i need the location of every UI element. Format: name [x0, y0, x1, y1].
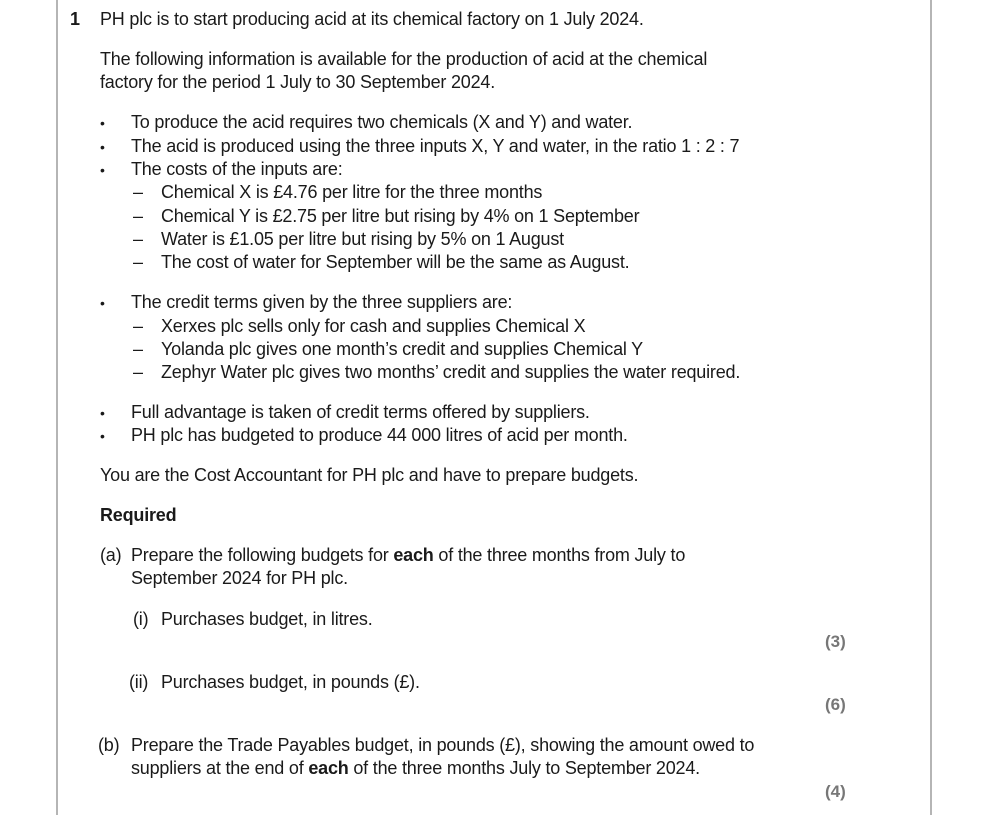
- cost-item: Chemical Y is £2.75 per litre but rising by 4% on 1 September: [161, 206, 640, 226]
- part-a-ii-label: (ii): [129, 672, 149, 692]
- credit-term: Zephyr Water plc gives two months’ credit and supplies the water required.: [161, 362, 741, 382]
- bullet-dot: •: [100, 405, 105, 421]
- bullet-item: The costs of the inputs are:: [131, 159, 343, 179]
- part-b-line-1: Prepare the Trade Payables budget, in pounds (£), showing the amount owed to: [131, 735, 755, 755]
- part-a-label: (a): [100, 545, 122, 565]
- part-b-label: (b): [98, 735, 120, 755]
- bullet-dot: •: [100, 162, 105, 178]
- dash-marker: –: [133, 252, 144, 272]
- part-a-line-2: September 2024 for PH plc.: [131, 568, 348, 588]
- part-b-line-2: [131, 757, 700, 779]
- page-border-left: [56, 0, 58, 815]
- question-number: 1: [70, 9, 80, 29]
- info-line-2: factory for the period 1 July to 30 September 2024.: [100, 72, 496, 92]
- credit-term: Yolanda plc gives one month’s credit and supplies Chemical Y: [161, 339, 643, 359]
- bullet-dot: •: [100, 139, 105, 155]
- part-b-emphasis: each: [308, 758, 349, 778]
- dash-marker: –: [133, 316, 144, 336]
- question-intro: PH plc is to start producing acid at its chemical factory on 1 July 2024.: [100, 9, 644, 29]
- part-a-line-1-start: Prepare the following budgets for: [131, 545, 394, 565]
- bullet-item: The acid is produced using the three inputs X, Y and water, in the ratio 1 : 2 : 7: [131, 136, 740, 156]
- part-a-ii-text: Purchases budget, in pounds (£).: [161, 672, 420, 692]
- part-a-i-label: (i): [133, 609, 149, 629]
- bullet-dot: •: [100, 115, 105, 131]
- info-line-1: The following information is available for the production of acid at the chemical: [100, 49, 708, 69]
- credit-term: Xerxes plc sells only for cash and supplies Chemical X: [161, 316, 586, 336]
- page-border-right: [930, 0, 932, 815]
- dash-marker: –: [133, 182, 144, 202]
- cost-item: Water is £1.05 per litre but rising by 5% on 1 August: [161, 229, 564, 249]
- dash-marker: –: [133, 339, 144, 359]
- part-b-marks: (4): [825, 782, 846, 801]
- dash-marker: –: [133, 206, 144, 226]
- role-statement: You are the Cost Accountant for PH plc and have to prepare budgets.: [100, 465, 639, 485]
- required-heading: Required: [100, 505, 177, 525]
- part-a-i-text: Purchases budget, in litres.: [161, 609, 373, 629]
- part-b-line-2-end: of the three months July to September 2024.: [348, 758, 700, 778]
- part-a-line-1: [131, 544, 685, 566]
- cost-item: The cost of water for September will be the same as August.: [161, 252, 630, 272]
- part-a-line-1-end: of the three months from July to: [433, 545, 686, 565]
- dash-marker: –: [133, 229, 144, 249]
- bullet-item: PH plc has budgeted to produce 44 000 litres of acid per month.: [131, 425, 628, 445]
- bullet-item: To produce the acid requires two chemicals (X and Y) and water.: [131, 112, 633, 132]
- cost-item: Chemical X is £4.76 per litre for the three months: [161, 182, 543, 202]
- bullet-dot: •: [100, 295, 105, 311]
- dash-marker: –: [133, 362, 144, 382]
- credit-bullet: The credit terms given by the three suppliers are:: [131, 292, 513, 312]
- part-a-emphasis: each: [393, 545, 434, 565]
- bullet-item: Full advantage is taken of credit terms offered by suppliers.: [131, 402, 590, 422]
- part-a-ii-marks: (6): [825, 695, 846, 714]
- bullet-dot: •: [100, 428, 105, 444]
- part-b-line-2-start: suppliers at the end of: [131, 758, 309, 778]
- part-a-i-marks: (3): [825, 632, 846, 651]
